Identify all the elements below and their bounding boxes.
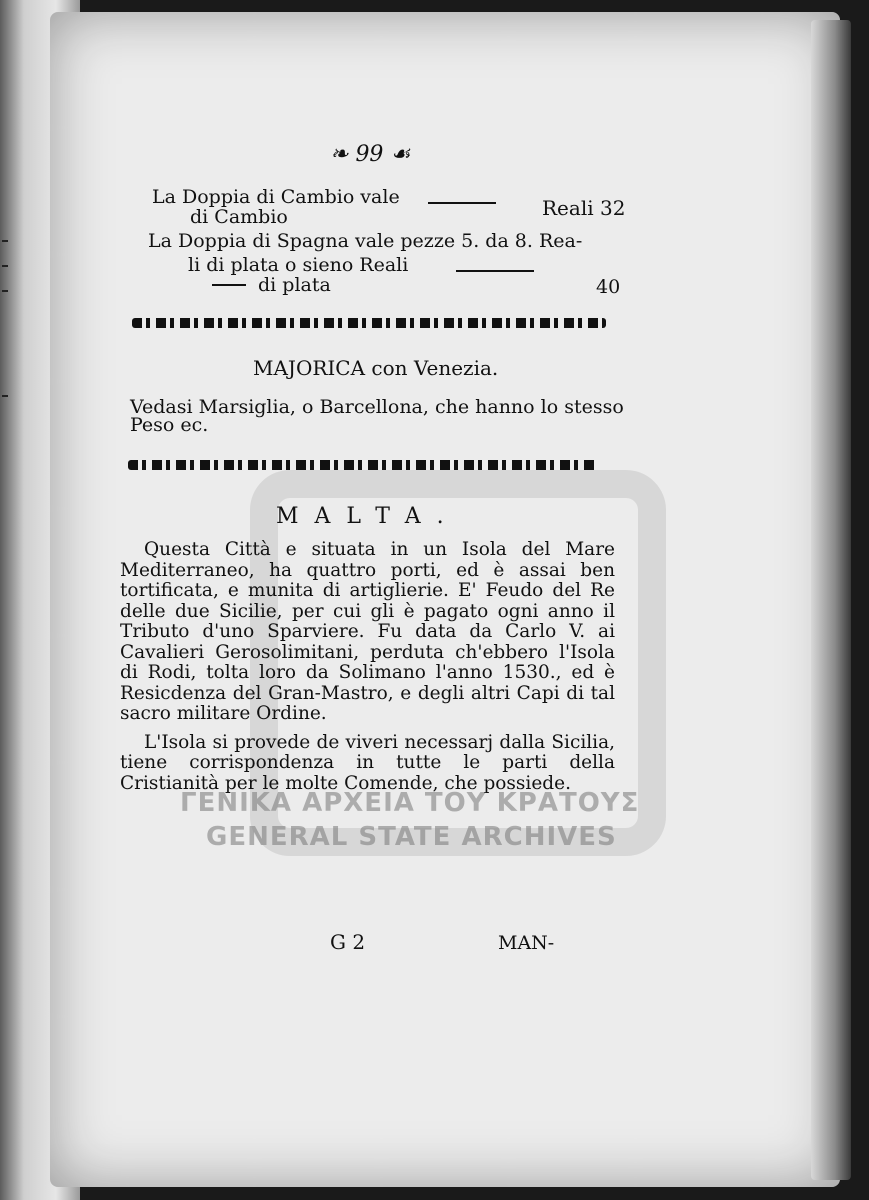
- exchange-line-4: li di plata o sieno Reali: [188, 254, 409, 276]
- malta-body: [120, 540, 615, 794]
- catchword: MAN-: [498, 932, 555, 954]
- ornament-right-icon: ☙: [390, 142, 411, 167]
- dash-rule: [212, 284, 246, 286]
- signature-mark: G 2: [330, 930, 366, 954]
- malta-paragraph-1: Questa Città e situata in un Isola del Mare Mediterraneo, ha quattro porti, ed è assai ben tortificata, e munita di artiglierie. E' Feudo del Re delle due Sicilie, per cui gli è pagato ogni anno il Tributo d'uno Sparviere. Fu data da Carlo V. ai Cavalieri Gerosolimitani, perduta ch'ebbero l'Isola di Rodi, tolta loro da Solimano l'anno 1530., ed è Resicdenza del Gran-Mastro, e degli altri Capi di tal sacro militare Ordine.: [120, 539, 615, 724]
- majorica-line-2: Peso ec.: [130, 414, 209, 436]
- section-title-majorica: MAJORICA con Venezia.: [253, 356, 499, 380]
- exchange-line-5: di plata: [258, 274, 331, 296]
- watermark-greek: ΓΕΝΙΚΑ ΑΡΧΕΙΑ ΤΟΥ ΚΡΑΤΟΥΣ: [180, 788, 640, 818]
- ornament-left-icon: ❧: [330, 142, 349, 167]
- ornamental-divider: [128, 460, 598, 470]
- page-number: 99: [355, 142, 384, 167]
- malta-paragraph-2: L'Isola si provede de viveri necessarj dalla Sicilia, tiene corrispondenza in tutte le parti della Cristianità per le molte Comende, che possiede.: [120, 731, 615, 794]
- exchange-line-1: La Doppia di Cambio vale: [152, 186, 400, 208]
- watermark-english: GENERAL STATE ARCHIVES: [206, 822, 617, 852]
- exchange-value-2: 40: [596, 276, 621, 298]
- page-edge-shadow: [811, 20, 851, 1180]
- page-header: [330, 142, 410, 167]
- exchange-line-3: La Doppia di Spagna vale pezze 5. da 8. Rea-: [148, 230, 583, 252]
- section-title-malta: MALTA.: [276, 504, 460, 529]
- dash-rule: [456, 270, 534, 272]
- exchange-value-1: Reali 32: [542, 196, 626, 220]
- majorica-line-1: Vedasi Marsiglia, o Barcellona, che hanno lo stesso: [130, 396, 624, 418]
- exchange-line-2: di Cambio: [190, 206, 288, 228]
- ornamental-divider: [132, 318, 606, 328]
- dash-rule: [428, 202, 496, 204]
